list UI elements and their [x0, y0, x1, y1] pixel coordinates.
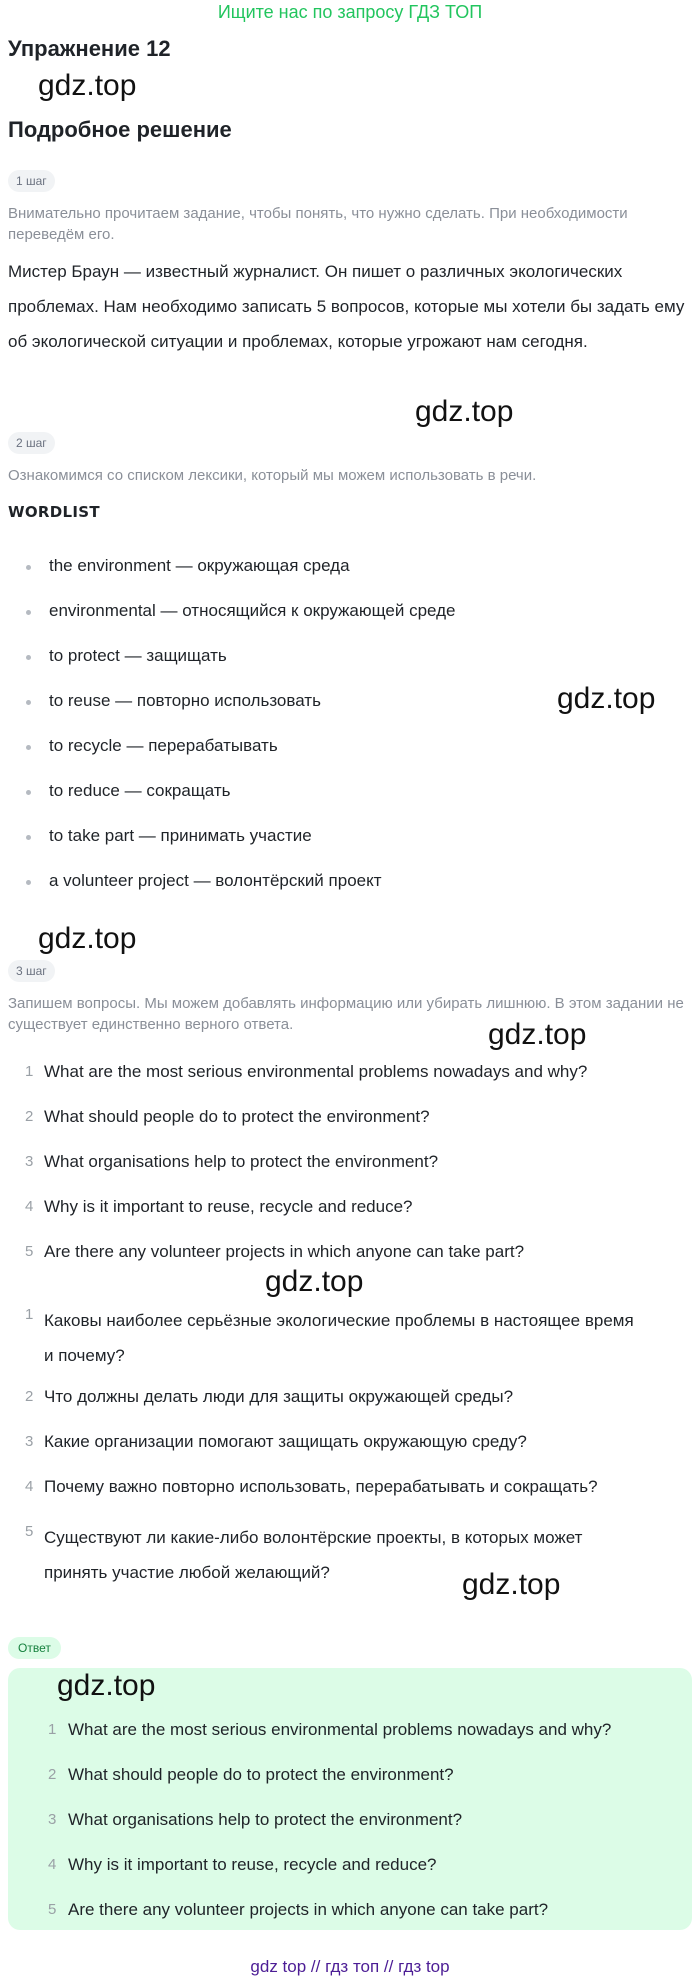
item-number: 2 [48, 1766, 57, 1783]
search-banner: Ищите нас по запросу ГДЗ ТОП [217, 2, 483, 22]
answer-item: Are there any volunteer projects in which anyone can take part? [68, 1900, 549, 1919]
watermark: gdz.top [265, 1265, 364, 1298]
bullet-icon [26, 790, 31, 795]
item-number: 1 [25, 1063, 34, 1080]
bullet-icon [26, 880, 31, 885]
item-number: 5 [48, 1901, 57, 1918]
question-en: What are the most serious environmental problems nowadays and why? [44, 1062, 588, 1081]
item-number: 3 [25, 1433, 34, 1450]
bullet-icon [26, 700, 31, 705]
page-title: Упражнение 12 [8, 36, 171, 61]
step-3-note: Запишем вопросы. Мы можем добавлять информацию или убирать лишнюю. В этом задании не существует единственно верного ответа. [8, 995, 684, 1033]
item-number: 4 [48, 1856, 57, 1873]
step-badge-label: 2 шаг [8, 432, 55, 454]
question-ru: Существуют ли какие-либо волонтёрские проекты, в которых может принять участие любой желающий? [44, 1528, 583, 1582]
wordlist-heading: WORDLIST [8, 503, 100, 521]
question-en: What organisations help to protect the environment? [44, 1152, 439, 1171]
answer-item: Why is it important to reuse, recycle and reduce? [68, 1855, 437, 1874]
wordlist-item: a volunteer project — волонтёрский проект [49, 871, 382, 890]
watermark: gdz.top [488, 1018, 587, 1051]
wordlist-item: to reduce — сокращать [49, 781, 231, 800]
item-number: 5 [25, 1243, 34, 1260]
item-number: 2 [25, 1388, 34, 1405]
bullet-icon [26, 610, 31, 615]
wordlist-item: to reuse — повторно использовать [49, 691, 321, 710]
item-number: 5 [25, 1523, 34, 1540]
wordlist-item: to take part — принимать участие [49, 826, 312, 845]
step-2-note: Ознакомимся со списком лексики, который мы можем использовать в речи. [8, 467, 537, 484]
step-badge-label: 3 шаг [8, 960, 55, 982]
watermark: gdz.top [415, 395, 514, 428]
watermark: gdz.top [38, 922, 137, 955]
answer-badge-label: Ответ [8, 1637, 61, 1659]
question-en: Are there any volunteer projects in which anyone can take part? [44, 1242, 525, 1261]
answer-box [8, 1668, 692, 1930]
item-number: 3 [48, 1811, 57, 1828]
bullet-icon [26, 565, 31, 570]
step-1-note: Внимательно прочитаем задание, чтобы понять, что нужно сделать. При необходимости переведём его. [8, 205, 628, 243]
answer-badge [8, 1637, 61, 1659]
question-ru: Почему важно повторно использовать, перерабатывать и сокращать? [44, 1477, 598, 1496]
wordlist-item: the environment — окружающая среда [49, 556, 350, 575]
answer-item: What should people do to protect the environment? [68, 1765, 454, 1784]
bullet-icon [26, 655, 31, 660]
question-en: What should people do to protect the environment? [44, 1107, 430, 1126]
question-ru: Какие организации помогают защищать окружающую среду? [44, 1432, 527, 1451]
question-ru: Каковы наиболее серьёзные экологические проблемы в настоящее время и почему? [44, 1311, 634, 1365]
wordlist-item: to protect — защищать [49, 646, 227, 665]
answer-item: What are the most serious environmental problems nowadays and why? [68, 1720, 612, 1739]
item-number: 1 [48, 1721, 57, 1738]
watermark: gdz.top [57, 1669, 156, 1702]
wordlist-item: to recycle — перерабатывать [49, 736, 278, 755]
question-en: Why is it important to reuse, recycle and reduce? [44, 1197, 413, 1216]
watermark: gdz.top [38, 69, 137, 102]
step-3-badge [8, 960, 55, 982]
step-1-badge [8, 170, 55, 192]
step-badge-label: 1 шаг [8, 170, 55, 192]
bullet-icon [26, 745, 31, 750]
footer-links[interactable]: gdz top // гдз топ // гдз top [250, 1957, 450, 1976]
answer-item: What organisations help to protect the environment? [68, 1810, 463, 1829]
step-2-badge [8, 432, 55, 454]
watermark: gdz.top [557, 682, 656, 715]
item-number: 1 [25, 1306, 34, 1323]
watermark: gdz.top [462, 1568, 561, 1601]
solution-heading: Подробное решение [8, 117, 232, 142]
wordlist-item: environmental — относящийся к окружающей среде [49, 601, 456, 620]
question-ru: Что должны делать люди для защиты окружающей среды? [44, 1387, 514, 1406]
item-number: 3 [25, 1153, 34, 1170]
item-number: 4 [25, 1198, 34, 1215]
step-1-text: Мистер Браун — известный журналист. Он пишет о различных экологических проблемах. Нам необходимо записать 5 вопросов, которые мы хотели бы задать ему об экологической ситуации и проблемах, которые угрожают нам сегодня. [8, 262, 685, 351]
item-number: 2 [25, 1108, 34, 1125]
item-number: 4 [25, 1478, 34, 1495]
bullet-icon [26, 835, 31, 840]
